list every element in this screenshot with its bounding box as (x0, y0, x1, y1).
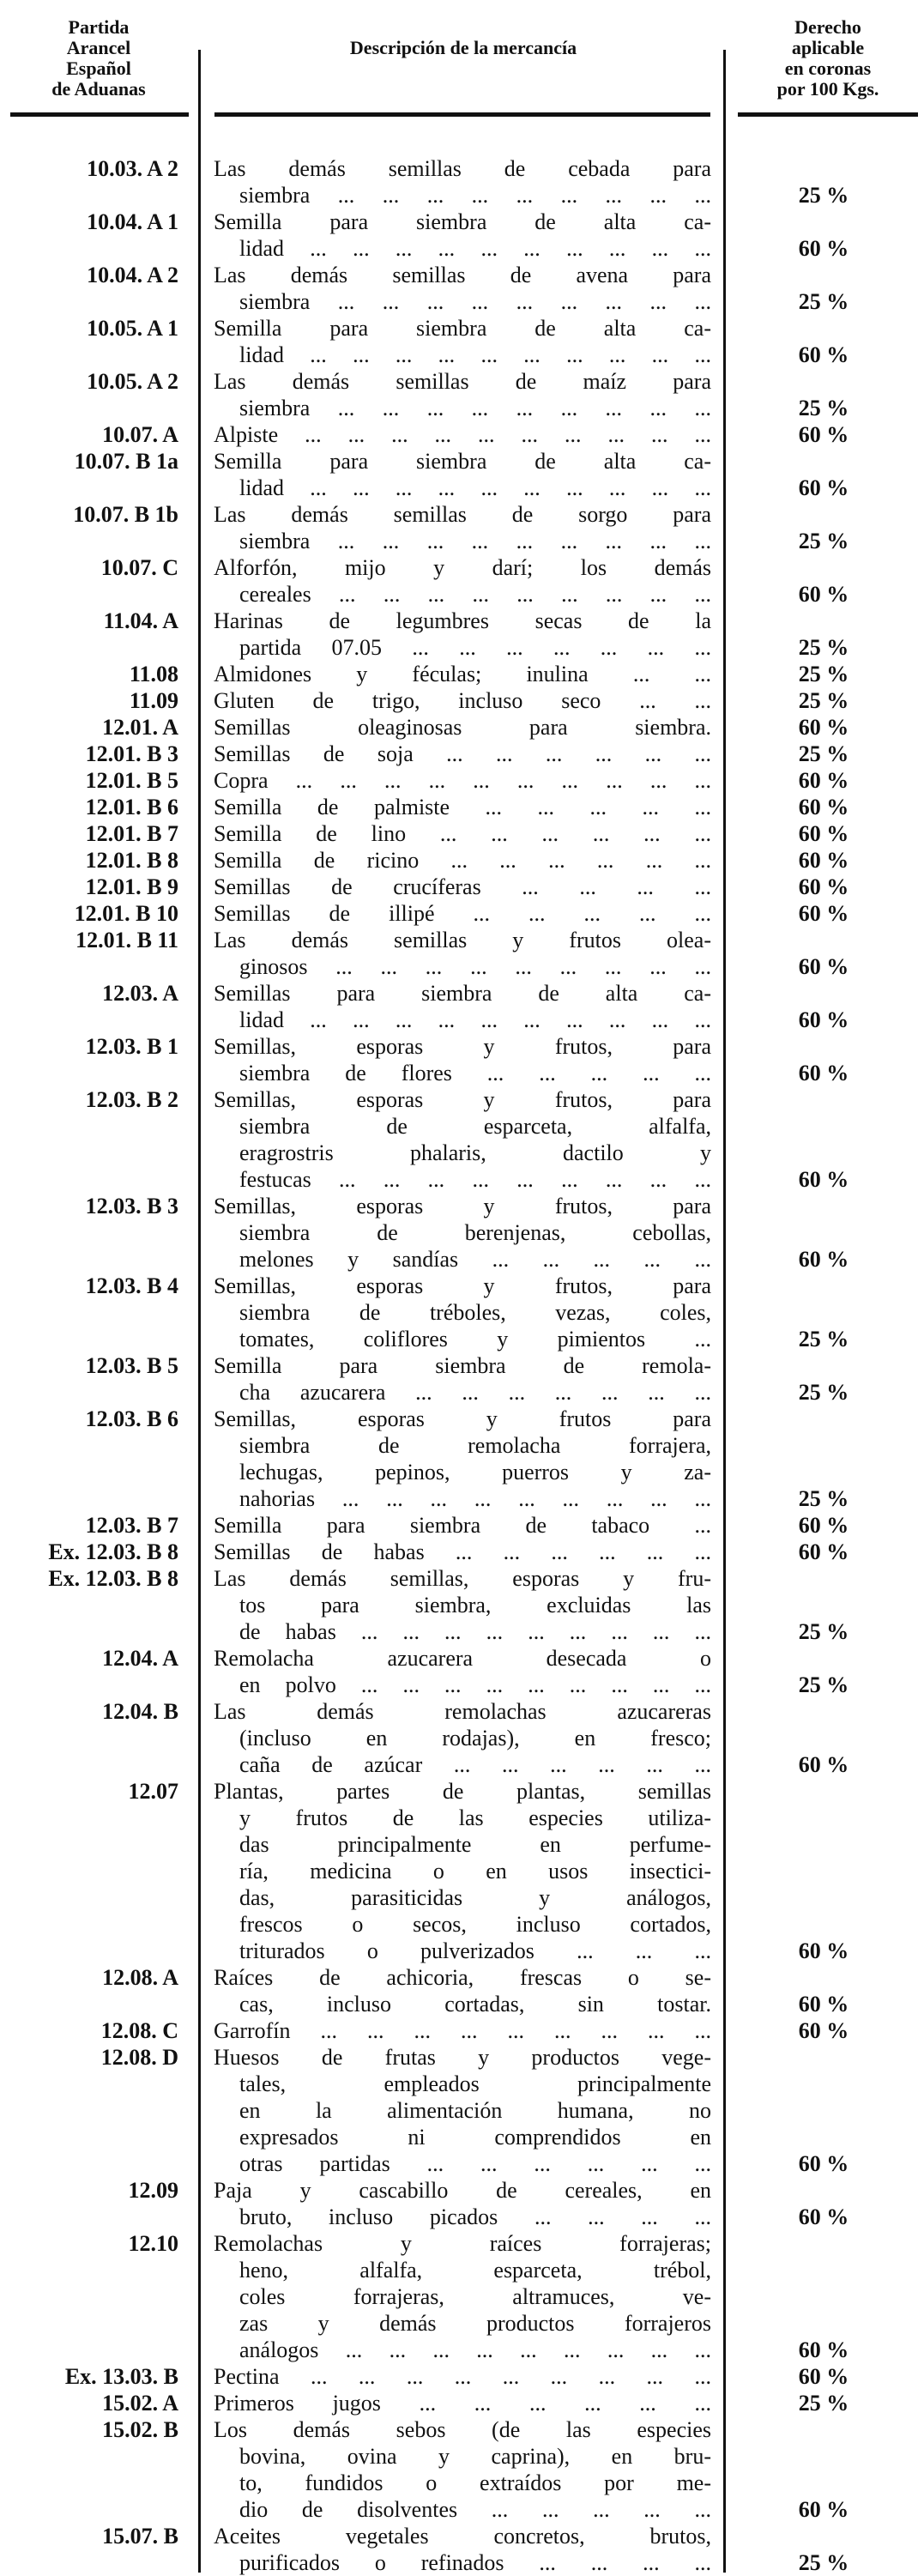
table-row (0, 155, 924, 209)
description-line: Almidones y féculas; inulina ... ... (214, 662, 711, 686)
partida-code: 12.01. B 9 (85, 874, 178, 899)
description-line: bovina, ovina y caprina), en bru- (239, 2444, 711, 2469)
description-line: Raíces de achicoria, frescas o se- (214, 1965, 711, 1990)
description-line: tos para siembra, excluidas las (239, 1593, 711, 1618)
description-line: Semillas, esporas y frutos para (214, 1406, 711, 1431)
table-row (0, 2363, 924, 2390)
partida-code: 10.07. A (102, 422, 178, 447)
description-line: siembra de berenjenas, cebollas, (239, 1220, 711, 1245)
duty-rate: 25 % (798, 1327, 849, 1351)
duty-rate: 25 % (798, 183, 849, 208)
description (214, 1086, 711, 1193)
description-line: Semillas de crucíferas ... ... ... ... (214, 874, 711, 899)
description-line: to, fundidos o extraídos por me- (239, 2470, 711, 2495)
partida-code: 11.08 (129, 662, 178, 686)
partida-code: 15.02. B (102, 2417, 178, 2442)
table-row (0, 1273, 924, 1352)
duty-rate: 25 % (798, 529, 849, 553)
table-row (0, 1964, 924, 2017)
partida-code: 12.01. B 10 (74, 901, 178, 926)
description-line: tomates, coliflores y pimientos ... (239, 1327, 711, 1351)
header-partida-line: de Aduanas (51, 78, 146, 100)
description-line: Semillas, esporas y frutos, para (214, 1034, 711, 1059)
description (214, 608, 711, 661)
description (214, 2230, 711, 2363)
duty-rate: 25 % (798, 1672, 849, 1697)
duty-rate: 60 % (798, 1992, 849, 2017)
description-line: Remolachas y raíces forrajeras; (214, 2231, 711, 2256)
description-line: lidad ... ... ... ... ... ... ... ... ... ... (239, 1007, 711, 1032)
partida-code: 10.07. C (100, 555, 178, 580)
description (214, 315, 711, 368)
description-line: otras partidas ... ... ... ... ... ... (239, 2151, 711, 2176)
duty-rate: 60 % (798, 795, 849, 819)
description-line: caña de azúcar ... ... ... ... ... ... (239, 1752, 711, 1777)
header-derecho-line: Derecho (794, 16, 861, 38)
description-line: nahorias ... ... ... ... ... ... ... ... ... (239, 1486, 711, 1511)
duty-rate: 25 % (798, 2550, 849, 2575)
description-line: Paja y cascabillo de cereales, en (214, 2178, 711, 2203)
duty-rate: 60 % (798, 1061, 849, 1085)
table-row (0, 2044, 924, 2177)
partida-code: 12.01. B 7 (85, 821, 178, 846)
description (214, 2044, 711, 2177)
description (214, 714, 711, 741)
description (214, 2523, 711, 2576)
description-line: lechugas, pepinos, puerros y za- (239, 1460, 711, 1485)
description-line: Semillas de habas ... ... ... ... ... ... (214, 1539, 711, 1564)
table-row (0, 1565, 924, 1645)
table-row (0, 714, 924, 741)
description-line: dio de disolventes ... ... ... ... ... (239, 2497, 711, 2522)
description-line: Remolacha azucarera desecada o (214, 1646, 711, 1671)
duty-rate: 60 % (798, 422, 849, 447)
header-partida-line: Español (66, 57, 131, 79)
header-derecho (755, 17, 901, 100)
description-line: coles forrajeras, altramuces, ve- (239, 2284, 711, 2309)
description-line: lidad ... ... ... ... ... ... ... ... ... ... (239, 475, 711, 500)
partida-code: 12.01. B 11 (75, 928, 178, 952)
description-line: siembra ... ... ... ... ... ... ... ... ... (239, 289, 711, 314)
header-derecho-line: en coronas (784, 57, 872, 79)
description-line: Las demás semillas de sorgo para (214, 502, 711, 527)
description (214, 1645, 711, 1698)
table-row (0, 2523, 924, 2576)
description-line: Copra ... ... ... ... ... ... ... ... ... ... (214, 768, 711, 793)
duty-rate: 60 % (798, 901, 849, 926)
description (214, 794, 711, 820)
duty-rate: 60 % (798, 874, 849, 899)
partida-code: 10.05. A 1 (87, 316, 178, 341)
table-row (0, 421, 924, 448)
table-row (0, 847, 924, 874)
partida-code: 12.07 (128, 1779, 178, 1804)
description-line: Semillas para siembra de alta ca- (214, 981, 711, 1006)
description-line: Las demás semillas de cebada para (214, 156, 711, 181)
partida-code: 15.07. B (102, 2524, 178, 2549)
duty-rate: 60 % (798, 582, 849, 607)
table-row (0, 2230, 924, 2363)
description (214, 1033, 711, 1086)
partida-code: 10.03. A 2 (87, 156, 178, 181)
description-line: festucas ... ... ... ... ... ... ... ... ... (239, 1167, 711, 1192)
description (214, 1698, 711, 1778)
table-row (0, 741, 924, 767)
partida-code: 12.03. B 7 (85, 1513, 178, 1538)
header-rule (214, 112, 710, 117)
table-row (0, 980, 924, 1033)
description (214, 2416, 711, 2523)
partida-code: 11.04. A (103, 608, 178, 633)
description-line: cas, incluso cortadas, sin tostar. (239, 1992, 711, 2017)
description (214, 847, 711, 874)
duty-rate: 60 % (798, 1539, 849, 1564)
description-line: Las demás semillas y frutos olea- (214, 928, 711, 952)
partida-code: 11.09 (129, 688, 178, 713)
description (214, 1778, 711, 1964)
description-line: das, parasiticidas y análogos, (239, 1885, 711, 1910)
description (214, 1539, 711, 1565)
description (214, 1964, 711, 2017)
duty-rate: 25 % (798, 635, 849, 660)
table-row (0, 1645, 924, 1698)
header-rule (10, 112, 189, 117)
partida-code: 10.04. A 2 (87, 263, 178, 287)
duty-rate: 60 % (798, 1247, 849, 1272)
partida-code: 12.08. C (100, 2018, 178, 2043)
description (214, 421, 711, 448)
description-line: partida 07.05 ... ... ... ... ... ... ... (239, 635, 711, 660)
description-line: das principalmente en perfume- (239, 1832, 711, 1857)
duty-rate: 60 % (798, 2364, 849, 2389)
description (214, 661, 711, 687)
header-derecho-line: aplicable (791, 37, 865, 58)
description (214, 927, 711, 980)
description-line: melones y sandías ... ... ... ... ... (239, 1247, 711, 1272)
description (214, 1273, 711, 1352)
description (214, 554, 711, 608)
partida-code: 10.04. A 1 (87, 209, 178, 234)
partida-code: 12.01. B 6 (85, 795, 178, 819)
partida-code: 12.03. B 5 (85, 1353, 178, 1378)
header-partida-line: Arancel (66, 37, 131, 58)
table-row (0, 767, 924, 794)
duty-rate: 60 % (798, 1167, 849, 1192)
table-row (0, 2416, 924, 2523)
table-row (0, 448, 924, 501)
description (214, 1565, 711, 1645)
table-row (0, 794, 924, 820)
duty-rate: 60 % (798, 821, 849, 846)
partida-code: Ex. 13.03. B (64, 2364, 178, 2389)
table-row (0, 368, 924, 421)
description-line: (incluso en rodajas), en fresco; (239, 1726, 711, 1751)
description-line: lidad ... ... ... ... ... ... ... ... ... ... (239, 236, 711, 261)
description-line: siembra ... ... ... ... ... ... ... ... ... (239, 529, 711, 553)
partida-code: 12.01. A (102, 715, 178, 740)
partida-code: 12.09 (128, 2178, 178, 2203)
description-line: Las demás semillas, esporas y fru- (214, 1566, 711, 1591)
description (214, 2363, 711, 2390)
duty-rate: 25 % (798, 2391, 849, 2416)
partida-code: 15.02. A (102, 2391, 178, 2416)
duty-rate: 60 % (798, 475, 849, 500)
table-row (0, 608, 924, 661)
description (214, 2390, 711, 2416)
table-row (0, 1193, 924, 1273)
duty-rate: 60 % (798, 768, 849, 793)
duty-rate: 60 % (798, 2337, 849, 2362)
description (214, 820, 711, 847)
duty-rate: 25 % (798, 1486, 849, 1511)
description-line: y frutos de las especies utiliza- (239, 1805, 711, 1830)
description (214, 2177, 711, 2230)
description (214, 767, 711, 794)
duty-rate: 25 % (798, 741, 849, 766)
table-row (0, 874, 924, 900)
duty-rate: 60 % (798, 2018, 849, 2043)
description (214, 209, 711, 262)
description-line: análogos ... ... ... ... ... ... ... ... ... (239, 2337, 711, 2362)
description-line: siembra de flores ... ... ... ... ... (239, 1061, 711, 1085)
description-line: purificados o refinados ... ... ... ... (239, 2550, 711, 2575)
partida-code: 12.08. D (100, 2045, 178, 2070)
table-row (0, 1512, 924, 1539)
header-rule (738, 112, 918, 117)
description-line: bruto, incluso picados ... ... ... ... (239, 2204, 711, 2229)
description (214, 1193, 711, 1273)
duty-rate: 60 % (798, 2497, 849, 2522)
description-line: tales, empleados principalmente (239, 2071, 711, 2096)
description-line: Los demás sebos (de las especies (214, 2417, 711, 2442)
partida-code: 10.07. B 1b (73, 502, 178, 527)
description (214, 980, 711, 1033)
description-line: cereales ... ... ... ... ... ... ... ... ... (239, 582, 711, 607)
description-line: Semillas de illipé ... ... ... ... ... (214, 901, 711, 926)
description-line: Garrofín ... ... ... ... ... ... ... ... ... (214, 2018, 711, 2043)
description (214, 874, 711, 900)
table-row (0, 2177, 924, 2230)
description-line: ría, medicina o en usos insectici- (239, 1859, 711, 1884)
description-line: expresados ni comprendidos en (239, 2125, 711, 2150)
description-line: triturados o pulverizados ... ... ... (239, 1938, 711, 1963)
description-line: Semilla de ricino ... ... ... ... ... ... (214, 848, 711, 873)
description (214, 262, 711, 315)
partida-code: 12.03. B 1 (85, 1034, 178, 1059)
table-row (0, 820, 924, 847)
description-line: Las demás semillas de maíz para (214, 369, 711, 394)
description-line: ginosos ... ... ... ... ... ... ... ... ... (239, 954, 711, 979)
partida-code: 12.10 (128, 2231, 178, 2256)
description-line: lidad ... ... ... ... ... ... ... ... ... ... (239, 342, 711, 367)
description-line: Semilla de lino ... ... ... ... ... ... (214, 821, 711, 846)
description-line: zas y demás productos forrajeros (239, 2311, 711, 2336)
description-line: Semilla para siembra de tabaco ... (214, 1513, 711, 1538)
description-line: frescos o secos, incluso cortados, (239, 1912, 711, 1937)
table-row (0, 2390, 924, 2416)
description-line: Semillas de soja ... ... ... ... ... ... (214, 741, 711, 766)
description (214, 741, 711, 767)
partida-code: 12.04. A (102, 1646, 178, 1671)
duty-rate: 60 % (798, 342, 849, 367)
description-line: siembra de tréboles, vezas, coles, (239, 1300, 711, 1325)
description-line: Las demás semillas de avena para (214, 263, 711, 287)
description (214, 2017, 711, 2044)
partida-code: 12.08. A (102, 1965, 178, 1990)
duty-rate: 60 % (798, 954, 849, 979)
description-line: Semillas, esporas y frutos, para (214, 1273, 711, 1298)
description-line: siembra ... ... ... ... ... ... ... ... ... (239, 183, 711, 208)
description (214, 448, 711, 501)
table-row (0, 1698, 924, 1778)
description-line: siembra de remolacha forrajera, (239, 1433, 711, 1458)
description-line: Semillas, esporas y frutos, para (214, 1194, 711, 1218)
partida-code: 10.05. A 2 (87, 369, 178, 394)
partida-code: 12.03. B 4 (85, 1273, 178, 1298)
duty-rate: 60 % (798, 236, 849, 261)
duty-rate: 60 % (798, 2204, 849, 2229)
description-line: Alforfón, mijo y darí; los demás (214, 555, 711, 580)
duty-rate: 60 % (798, 2151, 849, 2176)
table-row (0, 501, 924, 554)
description-line: Semillas oleaginosas para siembra. (214, 715, 711, 740)
description-line: Aceites vegetales concretos, brutos, (214, 2524, 711, 2549)
header-partida (26, 17, 172, 100)
description (214, 501, 711, 554)
description-line: Semilla de palmiste ... ... ... ... ... (214, 795, 711, 819)
description (214, 155, 711, 209)
description-line: eragrostris phalaris, dactilo y (239, 1140, 711, 1165)
description-line: Semilla para siembra de alta ca- (214, 449, 711, 474)
duty-rate: 60 % (798, 1938, 849, 1963)
table-row (0, 262, 924, 315)
description (214, 1512, 711, 1539)
table-row (0, 1406, 924, 1512)
description-line: cha azucarera ... ... ... ... ... ... ... (239, 1380, 711, 1405)
table-row (0, 927, 924, 980)
duty-rate: 60 % (798, 1007, 849, 1032)
description-line: Gluten de trigo, incluso seco ... ... (214, 688, 711, 713)
partida-code: 12.01. B 3 (85, 741, 178, 766)
duty-rate: 25 % (798, 289, 849, 314)
description (214, 368, 711, 421)
partida-code: 12.03. B 3 (85, 1194, 178, 1218)
description-line: siembra ... ... ... ... ... ... ... ... ... (239, 396, 711, 420)
duty-rate: 25 % (798, 1380, 849, 1405)
duty-rate: 25 % (798, 662, 849, 686)
description-line: Las demás remolachas azucareras (214, 1699, 711, 1724)
partida-code: Ex. 12.03. B 8 (48, 1539, 178, 1564)
table-row (0, 315, 924, 368)
duty-rate: 60 % (798, 848, 849, 873)
description-line: Semilla para siembra de alta ca- (214, 209, 711, 234)
tariff-table (0, 155, 924, 2576)
description-line: Harinas de legumbres secas de la (214, 608, 711, 633)
header-derecho-line: por 100 Kgs. (776, 78, 879, 100)
description (214, 900, 711, 927)
table-row (0, 1352, 924, 1406)
description-line: Huesos de frutas y productos vege- (214, 2045, 711, 2070)
duty-rate: 25 % (798, 396, 849, 420)
description (214, 1406, 711, 1512)
table-row (0, 1086, 924, 1193)
partida-code: 12.03. B 6 (85, 1406, 178, 1431)
table-row (0, 1539, 924, 1565)
table-row (0, 687, 924, 714)
table-row (0, 209, 924, 262)
description-line: en polvo ... ... ... ... ... ... ... ... ... (239, 1672, 711, 1697)
partida-code: Ex. 12.03. B 8 (48, 1566, 178, 1591)
header-partida-line: Partida (68, 16, 130, 38)
description (214, 1352, 711, 1406)
partida-code: 10.07. B 1a (74, 449, 178, 474)
description-line: de habas ... ... ... ... ... ... ... ... ... (239, 1619, 711, 1644)
table-row (0, 1778, 924, 1964)
table-row (0, 900, 924, 927)
duty-rate: 60 % (798, 715, 849, 740)
description-line: Alpiste ... ... ... ... ... ... ... ... ... ... (214, 422, 711, 447)
description-line: Primeros jugos ... ... ... ... ... ... (214, 2391, 711, 2416)
table-row (0, 661, 924, 687)
description-line: Semilla para siembra de remola- (214, 1353, 711, 1378)
partida-code: 12.03. A (102, 981, 178, 1006)
header-descripcion: Descripción de la mercancía (349, 37, 577, 58)
description-line: Pectina ... ... ... ... ... ... ... ... ... (214, 2364, 711, 2389)
description-line: Semillas, esporas y frutos, para (214, 1087, 711, 1112)
table-row (0, 2017, 924, 2044)
description (214, 687, 711, 714)
partida-code: 12.04. B (102, 1699, 178, 1724)
description-line: en la alimentación humana, no (239, 2098, 711, 2123)
duty-rate: 60 % (798, 1752, 849, 1777)
table-row (0, 554, 924, 608)
duty-rate: 25 % (798, 1619, 849, 1644)
partida-code: 12.03. B 2 (85, 1087, 178, 1112)
partida-code: 12.01. B 8 (85, 848, 178, 873)
duty-rate: 60 % (798, 1513, 849, 1538)
description-line: Plantas, partes de plantas, semillas (214, 1779, 711, 1804)
duty-rate: 25 % (798, 688, 849, 713)
description-line: siembra de esparceta, alfalfa, (239, 1114, 711, 1139)
table-row (0, 1033, 924, 1086)
description-line: heno, alfalfa, esparceta, trébol, (239, 2258, 711, 2283)
description-line: Semilla para siembra de alta ca- (214, 316, 711, 341)
partida-code: 12.01. B 5 (85, 768, 178, 793)
